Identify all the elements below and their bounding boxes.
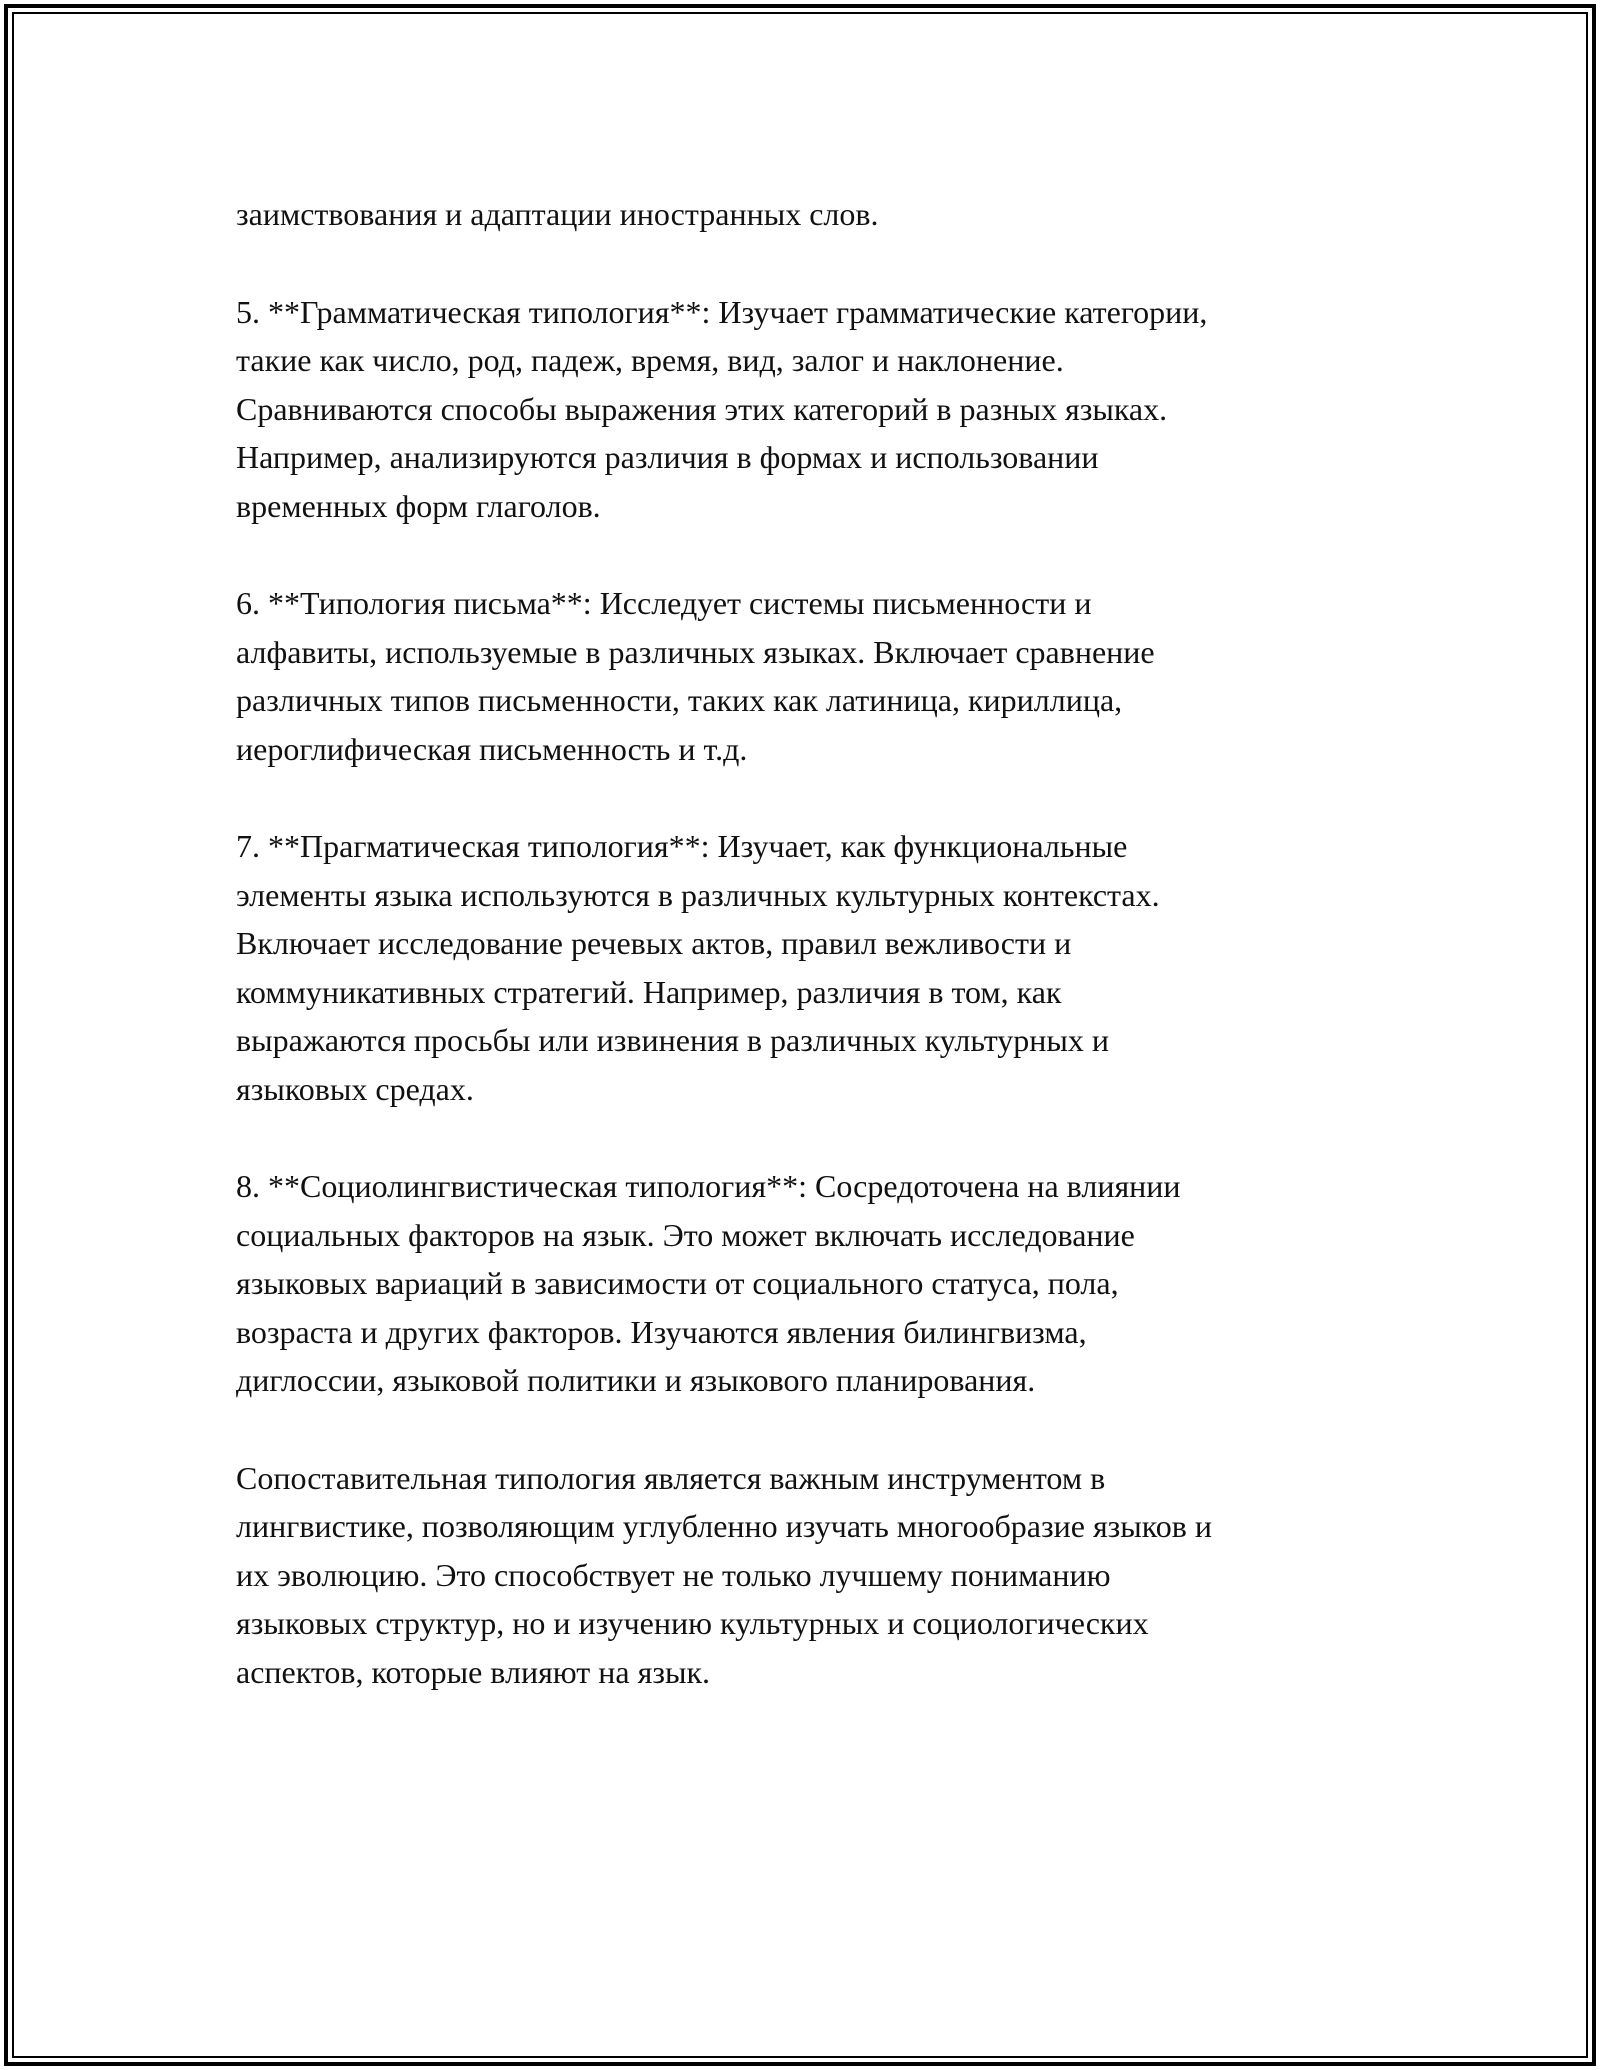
paragraph-writing-typology: 6. **Типология письма**: Исследует системы письменности и алфавиты, используемые в различных языках. Включает сравнение различных типов письменности, таких как латиница, кириллица, иероглифическая письменность и т.д.	[236, 585, 1155, 767]
paragraph-sociolinguistic-typology: 8. **Социолингвистическая типология**: Сосредоточена на влиянии социальных факторов на язык. Это может включать исследование языковых вариаций в зависимости от социального статуса, пола, возраста и других факторов. Изучаются явления билингвизма, диглоссии, языковой политики и языкового планирования.	[236, 1168, 1181, 1398]
paragraph-pragmatic-typology: 7. **Прагматическая типология**: Изучает, как функциональные элементы языка используются в различных культурных контекстах. Включает исследование речевых актов, правил вежливости и коммуникативных стратегий. Например, различия в том, как выражаются просьбы или извинения в различных культурных и языковых средах.	[236, 828, 1160, 1107]
paragraph-grammatical-typology: 5. **Грамматическая типология**: Изучает грамматические категории, такие как число, род, падеж, время, вид, залог и наклонение. Сравниваются способы выражения этих категорий в разных языках. Например, анализируются различия в формах и использовании временных форм глаголов.	[236, 293, 1208, 524]
document-body	[236, 190, 1406, 1745]
paragraph-conclusion: Сопоставительная типология является важным инструментом в лингвистике, позволяющим углубленно изучать многообразие языков и их эволюцию. Это способствует не только лучшему пониманию языковых структур, но и изучению культурных и социологических аспектов, которые влияют на язык.	[236, 1459, 1212, 1690]
paragraph-continuation: заимствования и адаптации иностранных слов.	[236, 196, 879, 232]
